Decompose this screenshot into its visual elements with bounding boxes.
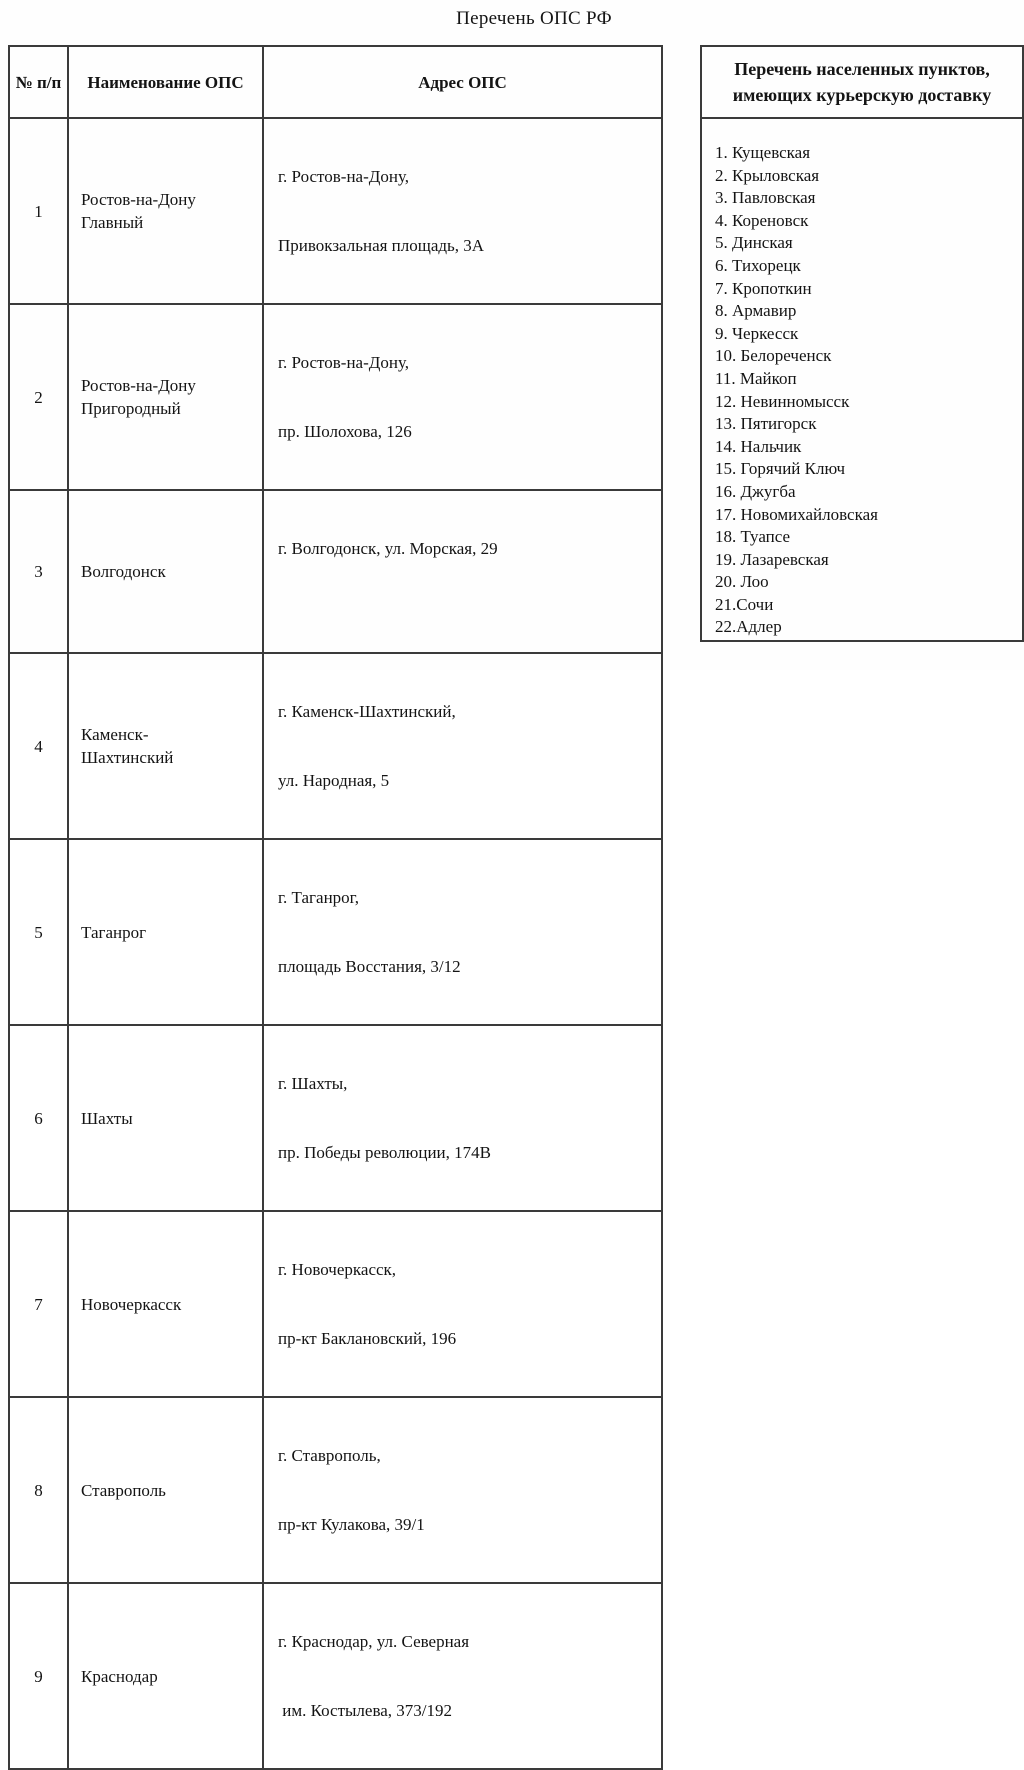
list-item: 12. Невинномысск [715, 391, 850, 411]
list-item: 4. Кореновск [715, 210, 809, 230]
row-number: 9 [9, 1583, 68, 1769]
ops-name-line: Таганрог [81, 922, 147, 942]
table-header-row [9, 46, 662, 118]
ops-address-line: г. Таганрог, [278, 888, 359, 907]
list-item: 3. Павловская [715, 188, 816, 208]
ops-address [263, 839, 662, 1025]
ops-name [68, 118, 263, 304]
ops-address-line: пр. Шолохова, 126 [278, 422, 412, 441]
courier-panel [700, 45, 1024, 642]
ops-name-line: Главный [81, 213, 144, 232]
ops-name [68, 839, 263, 1025]
table-row [9, 839, 662, 1025]
list-item: 16. Джугба [715, 481, 796, 501]
ops-name [68, 1025, 263, 1211]
ops-address-line: г. Шахты, [278, 1074, 348, 1093]
ops-address-line: г. Ставрополь, [278, 1446, 381, 1465]
ops-address-line: г. Новочеркасск, [278, 1260, 397, 1279]
header-name: Наименование ОПС [68, 46, 263, 118]
table-row [9, 490, 662, 653]
table-row [9, 1025, 662, 1211]
list-item: 2. Крыловская [715, 165, 820, 185]
courier-panel-title [702, 47, 1022, 119]
courier-panel-title-line: Перечень населенных пунктов, [734, 59, 990, 79]
courier-panel-title-line: имеющих курьерскую доставку [732, 85, 992, 105]
ops-address-line: г. Ростов-на-Дону, [278, 353, 409, 372]
ops-name-line: Краснодар [81, 1666, 158, 1686]
table-row [9, 1397, 662, 1583]
ops-address [263, 490, 662, 653]
table-row [9, 304, 662, 490]
ops-address-line: пр. Победы революции, 174В [278, 1143, 491, 1162]
header-address: Адрес ОПС [263, 46, 662, 118]
ops-address-line: г. Каменск-Шахтинский, [278, 702, 456, 721]
ops-name-line: Ростов-на-Дону [81, 190, 196, 209]
courier-list [702, 119, 1022, 639]
list-item: 19. Лазаревская [715, 549, 829, 569]
list-item: 15. Горячий Ключ [715, 459, 846, 479]
ops-address [263, 1025, 662, 1211]
ops-address-line: им. Костылева, 373/192 [278, 1701, 453, 1720]
ops-address-line: пр-кт Баклановский, 196 [278, 1329, 457, 1348]
ops-name-line: Ростов-на-Дону [81, 376, 196, 395]
list-item: 21.Сочи [715, 594, 774, 614]
list-item: 6. Тихорецк [715, 255, 801, 275]
list-item: 11. Майкоп [715, 368, 797, 388]
list-item: 20. Лоо [715, 572, 769, 592]
row-number: 2 [9, 304, 68, 490]
ops-address [263, 118, 662, 304]
row-number: 8 [9, 1397, 68, 1583]
list-item: 1. Кущевская [715, 143, 811, 162]
ops-name [68, 304, 263, 490]
ops-name-line: Пригородный [81, 399, 181, 418]
table-row [9, 1583, 662, 1769]
list-item: 8. Армавир [715, 301, 797, 321]
list-item: 5. Динская [715, 233, 793, 253]
ops-address-line: площадь Восстания, 3/12 [278, 957, 461, 976]
ops-address [263, 1583, 662, 1769]
ops-address [263, 1211, 662, 1397]
ops-address [263, 304, 662, 490]
table-row [9, 653, 662, 839]
ops-table [8, 45, 663, 1770]
list-item: 10. Белореченск [715, 346, 832, 366]
list-item: 13. Пятигорск [715, 414, 817, 434]
list-item: 18. Туапсе [715, 527, 791, 547]
ops-name [68, 1583, 263, 1769]
row-number: 3 [9, 490, 68, 653]
header-num: № п/п [9, 46, 68, 118]
list-item: 22.Адлер [715, 617, 782, 637]
ops-name-line: Ставрополь [81, 1480, 166, 1500]
ops-name [68, 490, 263, 653]
row-number: 6 [9, 1025, 68, 1211]
ops-address-line: г. Волгодонск, ул. Морская, 29 [278, 539, 498, 558]
table-row [9, 1211, 662, 1397]
row-number: 5 [9, 839, 68, 1025]
ops-name-line: Шахты [81, 1108, 133, 1128]
list-item: 14. Нальчик [715, 436, 802, 456]
row-number: 4 [9, 653, 68, 839]
list-item: 17. Новомихайловская [715, 504, 878, 524]
ops-address-line: Привокзальная площадь, 3А [278, 236, 485, 255]
row-number: 7 [9, 1211, 68, 1397]
list-item: 9. Черкесск [715, 323, 799, 343]
ops-address-line: г. Ростов-на-Дону, [278, 167, 409, 186]
ops-address [263, 1397, 662, 1583]
ops-name-line: Каменск- [81, 725, 149, 744]
list-item: 7. Кропоткин [715, 278, 812, 298]
ops-name [68, 653, 263, 839]
ops-name-line: Новочеркасск [81, 1294, 182, 1314]
ops-name [68, 1211, 263, 1397]
ops-address-line: пр-кт Кулакова, 39/1 [278, 1515, 425, 1534]
ops-address [263, 653, 662, 839]
ops-address-line: ул. Народная, 5 [278, 771, 390, 790]
row-number: 1 [9, 118, 68, 304]
ops-name [68, 1397, 263, 1583]
ops-name-line: Шахтинский [81, 748, 174, 767]
ops-name-line: Волгодонск [81, 562, 166, 581]
ops-address-line: г. Краснодар, ул. Северная [278, 1632, 470, 1651]
document-title: Перечень ОПС РФ [456, 8, 612, 29]
table-row [9, 118, 662, 304]
